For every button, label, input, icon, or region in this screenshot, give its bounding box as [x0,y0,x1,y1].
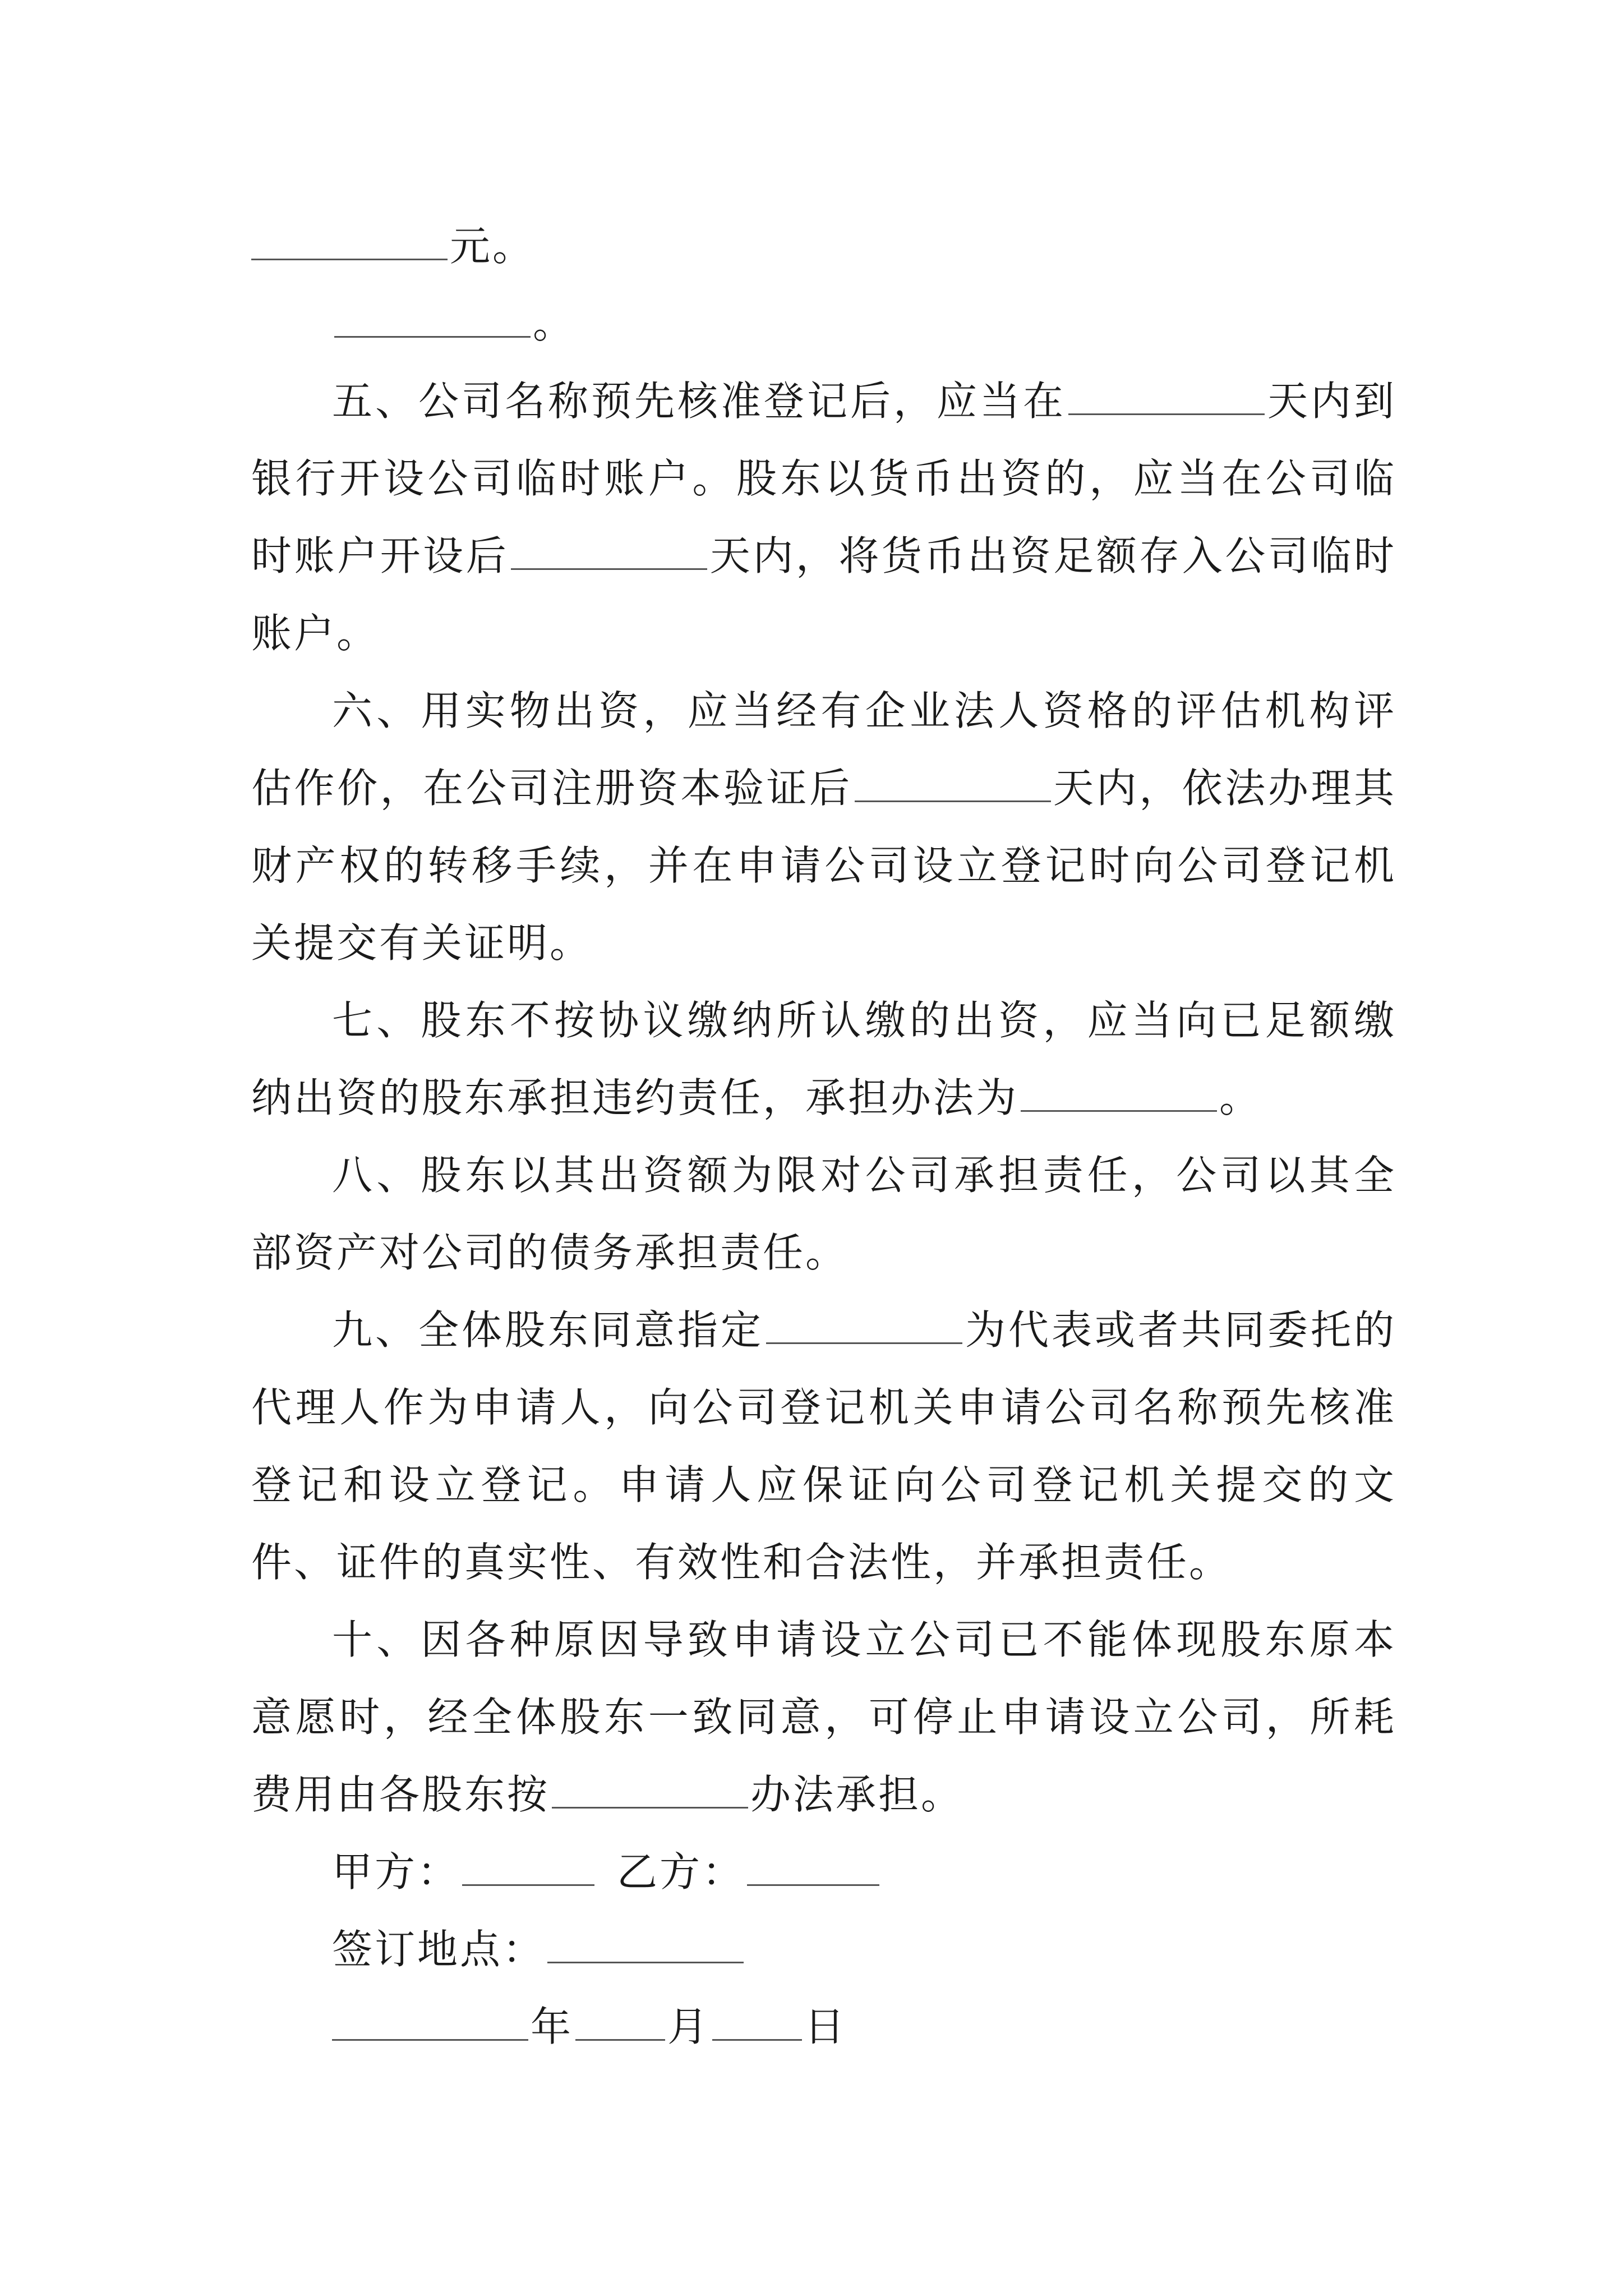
blank-field [855,767,1051,802]
blank-field [766,1309,962,1344]
blank-field [1021,1076,1217,1112]
clause-10-text: 办法承担。 [750,1771,964,1818]
place-blank [547,1928,744,1963]
clause-7-text: 七、股东不按协议缴纳所认缴的出资，应当向已足额缴纳出资的股东承担违约责任，承担办法为 [251,997,1396,1121]
party-a-label: 甲方： [332,1848,460,1895]
clause-5-text: 天内，将货币出资足额存入公司临时账户。 [251,532,1396,657]
carry-over-line-1 [251,208,1396,285]
year-label: 年 [531,2003,574,2050]
month-label: 月 [667,2003,711,2050]
clause-6-text: 天内，依法办理其财产权的转移手续，并在申请公司设立登记时向公司登记机关提交有关证明。 [251,765,1396,967]
clause-9 [251,1291,1396,1601]
blank-field [1068,380,1265,415]
party-b-label: 乙方： [617,1848,745,1895]
clause-6-text: 六、用实物出资，应当经有企业法人资格的评估机构评估作价，在公司注册资本验证后 [251,687,1396,812]
clause-8: 八、股东以其出资额为限对公司承担责任，公司以其全部资产对公司的债务承担责任。 [251,1152,1396,1276]
clause-7-text: 。 [1219,1074,1262,1121]
clause-7 [251,982,1396,1137]
clause-10-text: 十、因各种原因导致申请设立公司已不能体现股东原本意愿时，经全体股东一致同意，可停止申请设立公司，所耗费用由各股东按 [251,1616,1396,1818]
carry-over-end: 。 [533,300,576,347]
year-blank [332,2005,528,2041]
clause-5 [251,362,1396,672]
day-blank [712,2005,802,2041]
clause-9-text: 九、全体股东同意指定 [332,1306,764,1354]
carry-over-line-2 [251,285,1396,362]
blank-field [334,302,531,338]
clause-6 [251,672,1396,982]
blank-field [552,1773,748,1809]
clause-10 [251,1601,1396,1833]
blank-field [511,535,707,570]
party-a-blank [462,1851,594,1886]
place-label: 签订地点： [332,1926,546,1973]
carry-over-unit: 元。 [450,223,536,270]
signature-place [251,1911,1396,1988]
clause-5-text: 天内到银行开设公司临时账户。股东以货币出资的，应当在公司临时账户开设后 [251,378,1396,579]
day-label: 日 [804,2003,847,2050]
month-blank [575,2005,665,2041]
signature-date [251,1988,1396,2065]
signature-parties [251,1833,1396,1911]
document-body [251,208,1396,2065]
party-b-blank [747,1851,879,1886]
clause-5-text: 五、公司名称预先核准登记后，应当在 [332,378,1066,425]
blank-field [251,225,448,260]
clause-9-text: 为代表或者共同委托的代理人作为申请人，向公司登记机关申请公司名称预先核准登记和设立登记。申请人应保证向公司登记机关提交的文件、证件的真实性、有效性和合法性，并承担责任。 [251,1306,1396,1586]
